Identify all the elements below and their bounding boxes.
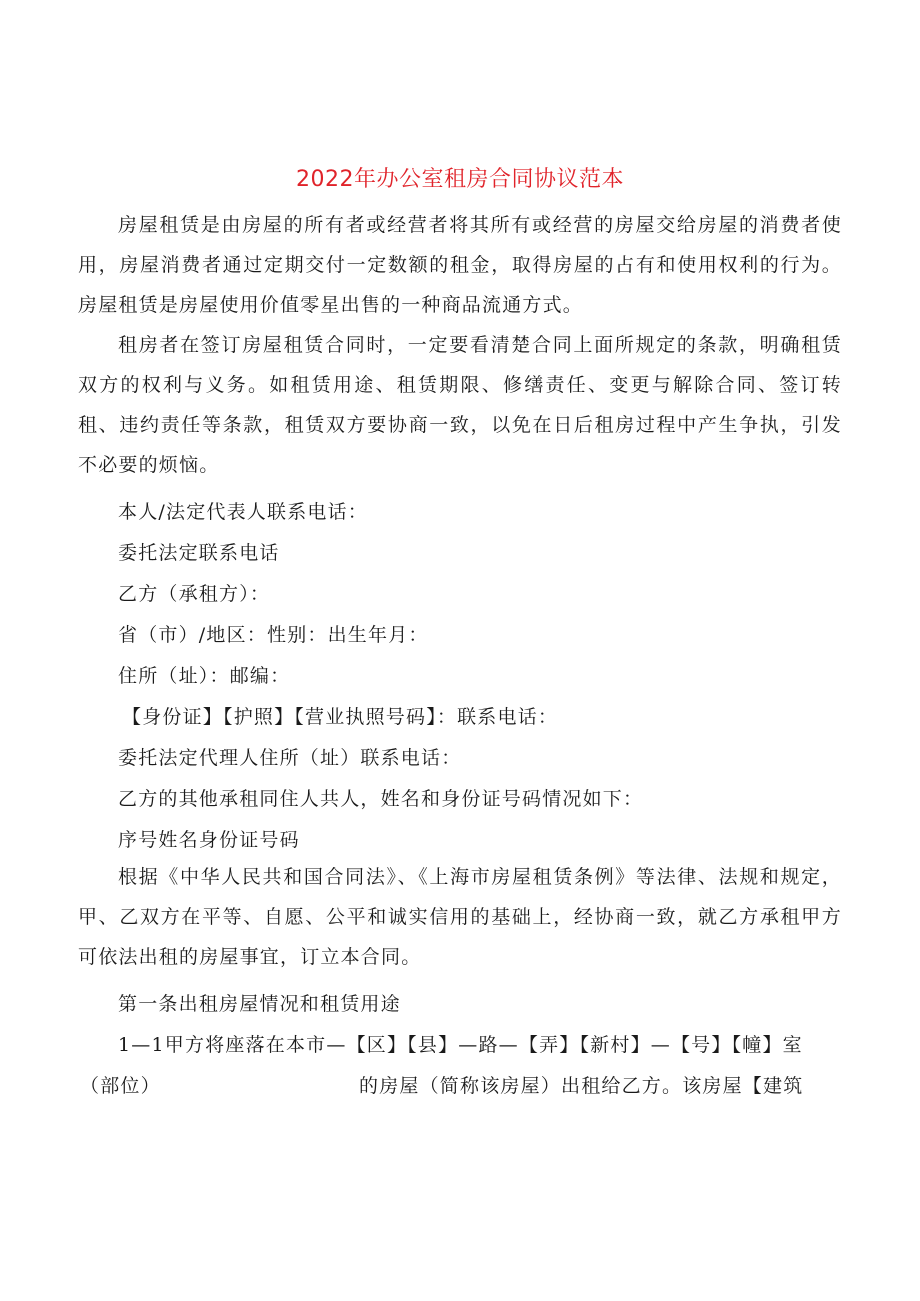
field-line-address: 住所（址）：邮编： — [118, 665, 291, 687]
clause-1-1-continuation: 的房屋（简称该房屋）出租给乙方。该房屋【建筑 — [359, 1075, 804, 1097]
field-line-agent-phone: 委托法定联系电话 — [118, 542, 280, 564]
field-line-party-b: 乙方（承租方）： — [118, 583, 271, 605]
clause-1-1-part-label: （部位） — [80, 1075, 161, 1097]
clause-1-1-line: 1—1甲方将座落在本市—【区】【县】—路—【弄】【新村】—【号】【幢】室 — [118, 1034, 803, 1056]
legal-basis-paragraph: 根据《中华人民共和国合同法》、《上海市房屋租赁条例》等法律、法规和规定，甲、乙双方在平等、自愿、公平和诚实信用的基础上，经协商一致，就乙方承租甲方可依法出租的房屋事宜，订立本合同。 — [78, 866, 842, 968]
intro-paragraph: 房屋租赁是由房屋的所有者或经营者将其所有或经营的房屋交给房屋的消费者使用，房屋消费者通过定期交付一定数额的租金，取得房屋的占有和使用权利的行为。房屋租赁是房屋使用价值零星出售的一种商品流通方式。 — [78, 214, 842, 316]
field-line-region: 省（市）/地区：性别：出生年月： — [118, 624, 429, 646]
advice-paragraph: 租房者在签订房屋租赁合同时，一定要看清楚合同上面所规定的条款，明确租赁双方的权利与义务。如租赁用途、租赁期限、修缮责任、变更与解除合同、签订转租、违约责任等条款，租赁双方要协商一致，以免在日后租房过程中产生争执，引发不必要的烦恼。 — [78, 334, 842, 476]
field-line-id: 【身份证】【护照】【营业执照号码】：联系电话： — [122, 706, 559, 728]
field-line-representative-phone: 本人/法定代表人联系电话： — [118, 501, 369, 523]
document-title: 2022年办公室租房合同协议范本 — [296, 167, 624, 192]
field-line-table-header: 序号姓名身份证号码 — [118, 829, 300, 851]
field-line-cotenants: 乙方的其他承租同住人共人，姓名和身份证号码情况如下： — [118, 788, 644, 810]
field-line-agent-address: 委托法定代理人住所（址）联系电话： — [118, 747, 462, 769]
article-1-heading: 第一条出租房屋情况和租赁用途 — [118, 993, 401, 1015]
